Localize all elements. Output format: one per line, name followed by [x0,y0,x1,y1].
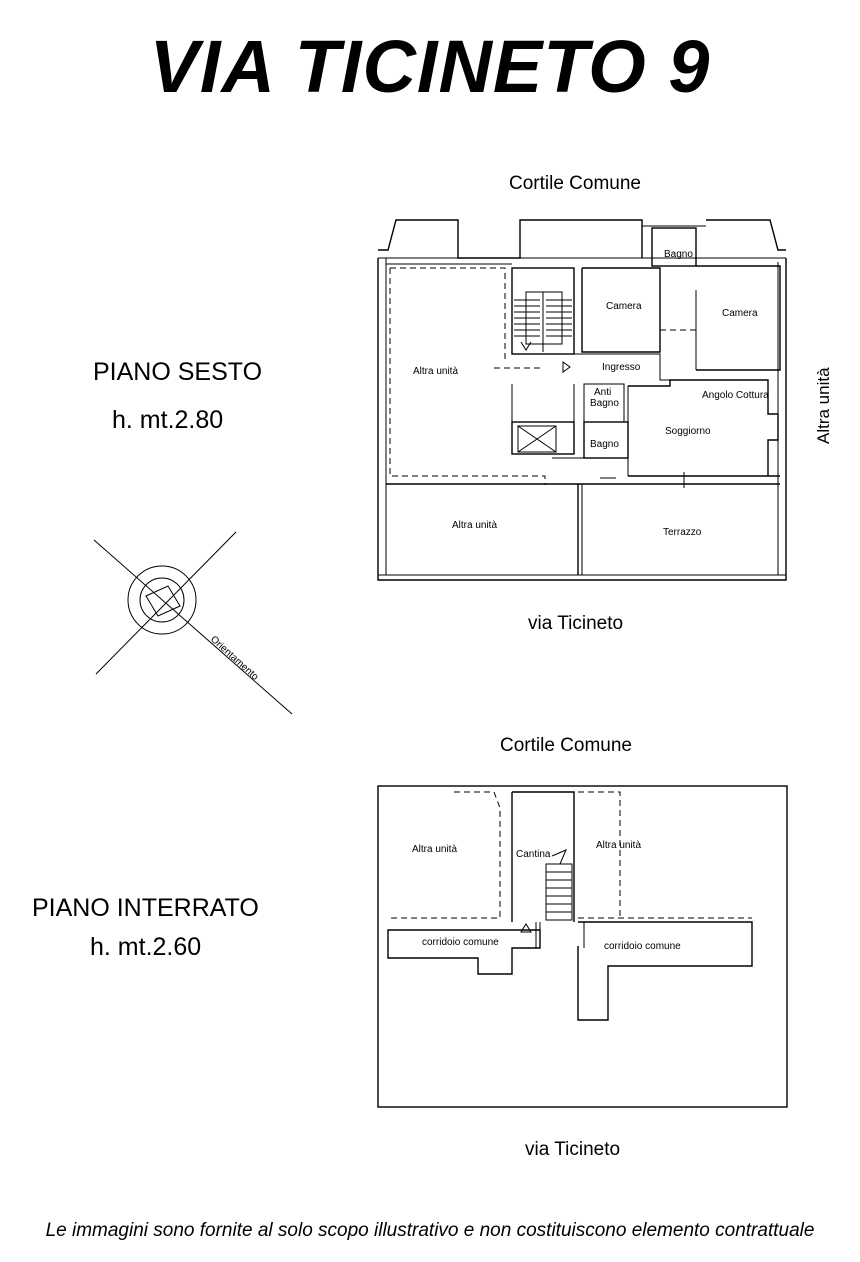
room-corridoio-left: corridoio comune [422,937,499,948]
room-altra-unita-bottom: Altra unità [452,520,498,531]
compass-rose [94,532,292,714]
stairs-sixth [514,292,572,352]
sixth-floor-height: h. mt.2.80 [112,406,224,434]
room-cantina: Cantina [516,849,551,860]
room-basement-altra-unita-left: Altra unità [412,844,458,855]
room-camera-left: Camera [606,301,642,312]
room-bagno-bottom: Bagno [590,439,619,450]
page-title: VIA TICINETO 9 [149,25,711,108]
room-anti: Anti [594,387,612,398]
sixth-top-label: Cortile Comune [509,173,641,194]
room-corridoio-right: corridoio comune [604,941,681,952]
basement-floor-plan [378,786,787,1107]
room-anti-bagno: Bagno [590,398,619,409]
compass-label: Orientamento [207,634,261,683]
sixth-side-label: Altra unità [814,367,833,444]
sixth-floor-plan [378,220,833,580]
sixth-floor-name: PIANO SESTO [93,358,263,386]
room-altra-unita-left: Altra unità [413,366,459,377]
sixth-bottom-label: via Ticineto [528,613,624,634]
basement-floor-name: PIANO INTERRATO [32,894,259,922]
room-camera-right: Camera [722,308,758,319]
basement-bottom-label: via Ticineto [525,1139,621,1160]
disclaimer-footer: Le immagini sono fornite al solo scopo illustrativo e non costituiscono elemento contrattuale [45,1220,815,1241]
room-terrazzo: Terrazzo [663,527,702,538]
room-ingresso: Ingresso [602,362,641,373]
room-soggiorno: Soggiorno [665,426,711,437]
stairs-basement [546,850,572,920]
room-angolo-cottura: Angolo Cottura [702,390,769,401]
room-basement-altra-unita-right: Altra unità [596,840,642,851]
basement-top-label: Cortile Comune [500,735,632,756]
basement-floor-height: h. mt.2.60 [90,933,202,961]
room-bagno-top: Bagno [664,249,693,260]
